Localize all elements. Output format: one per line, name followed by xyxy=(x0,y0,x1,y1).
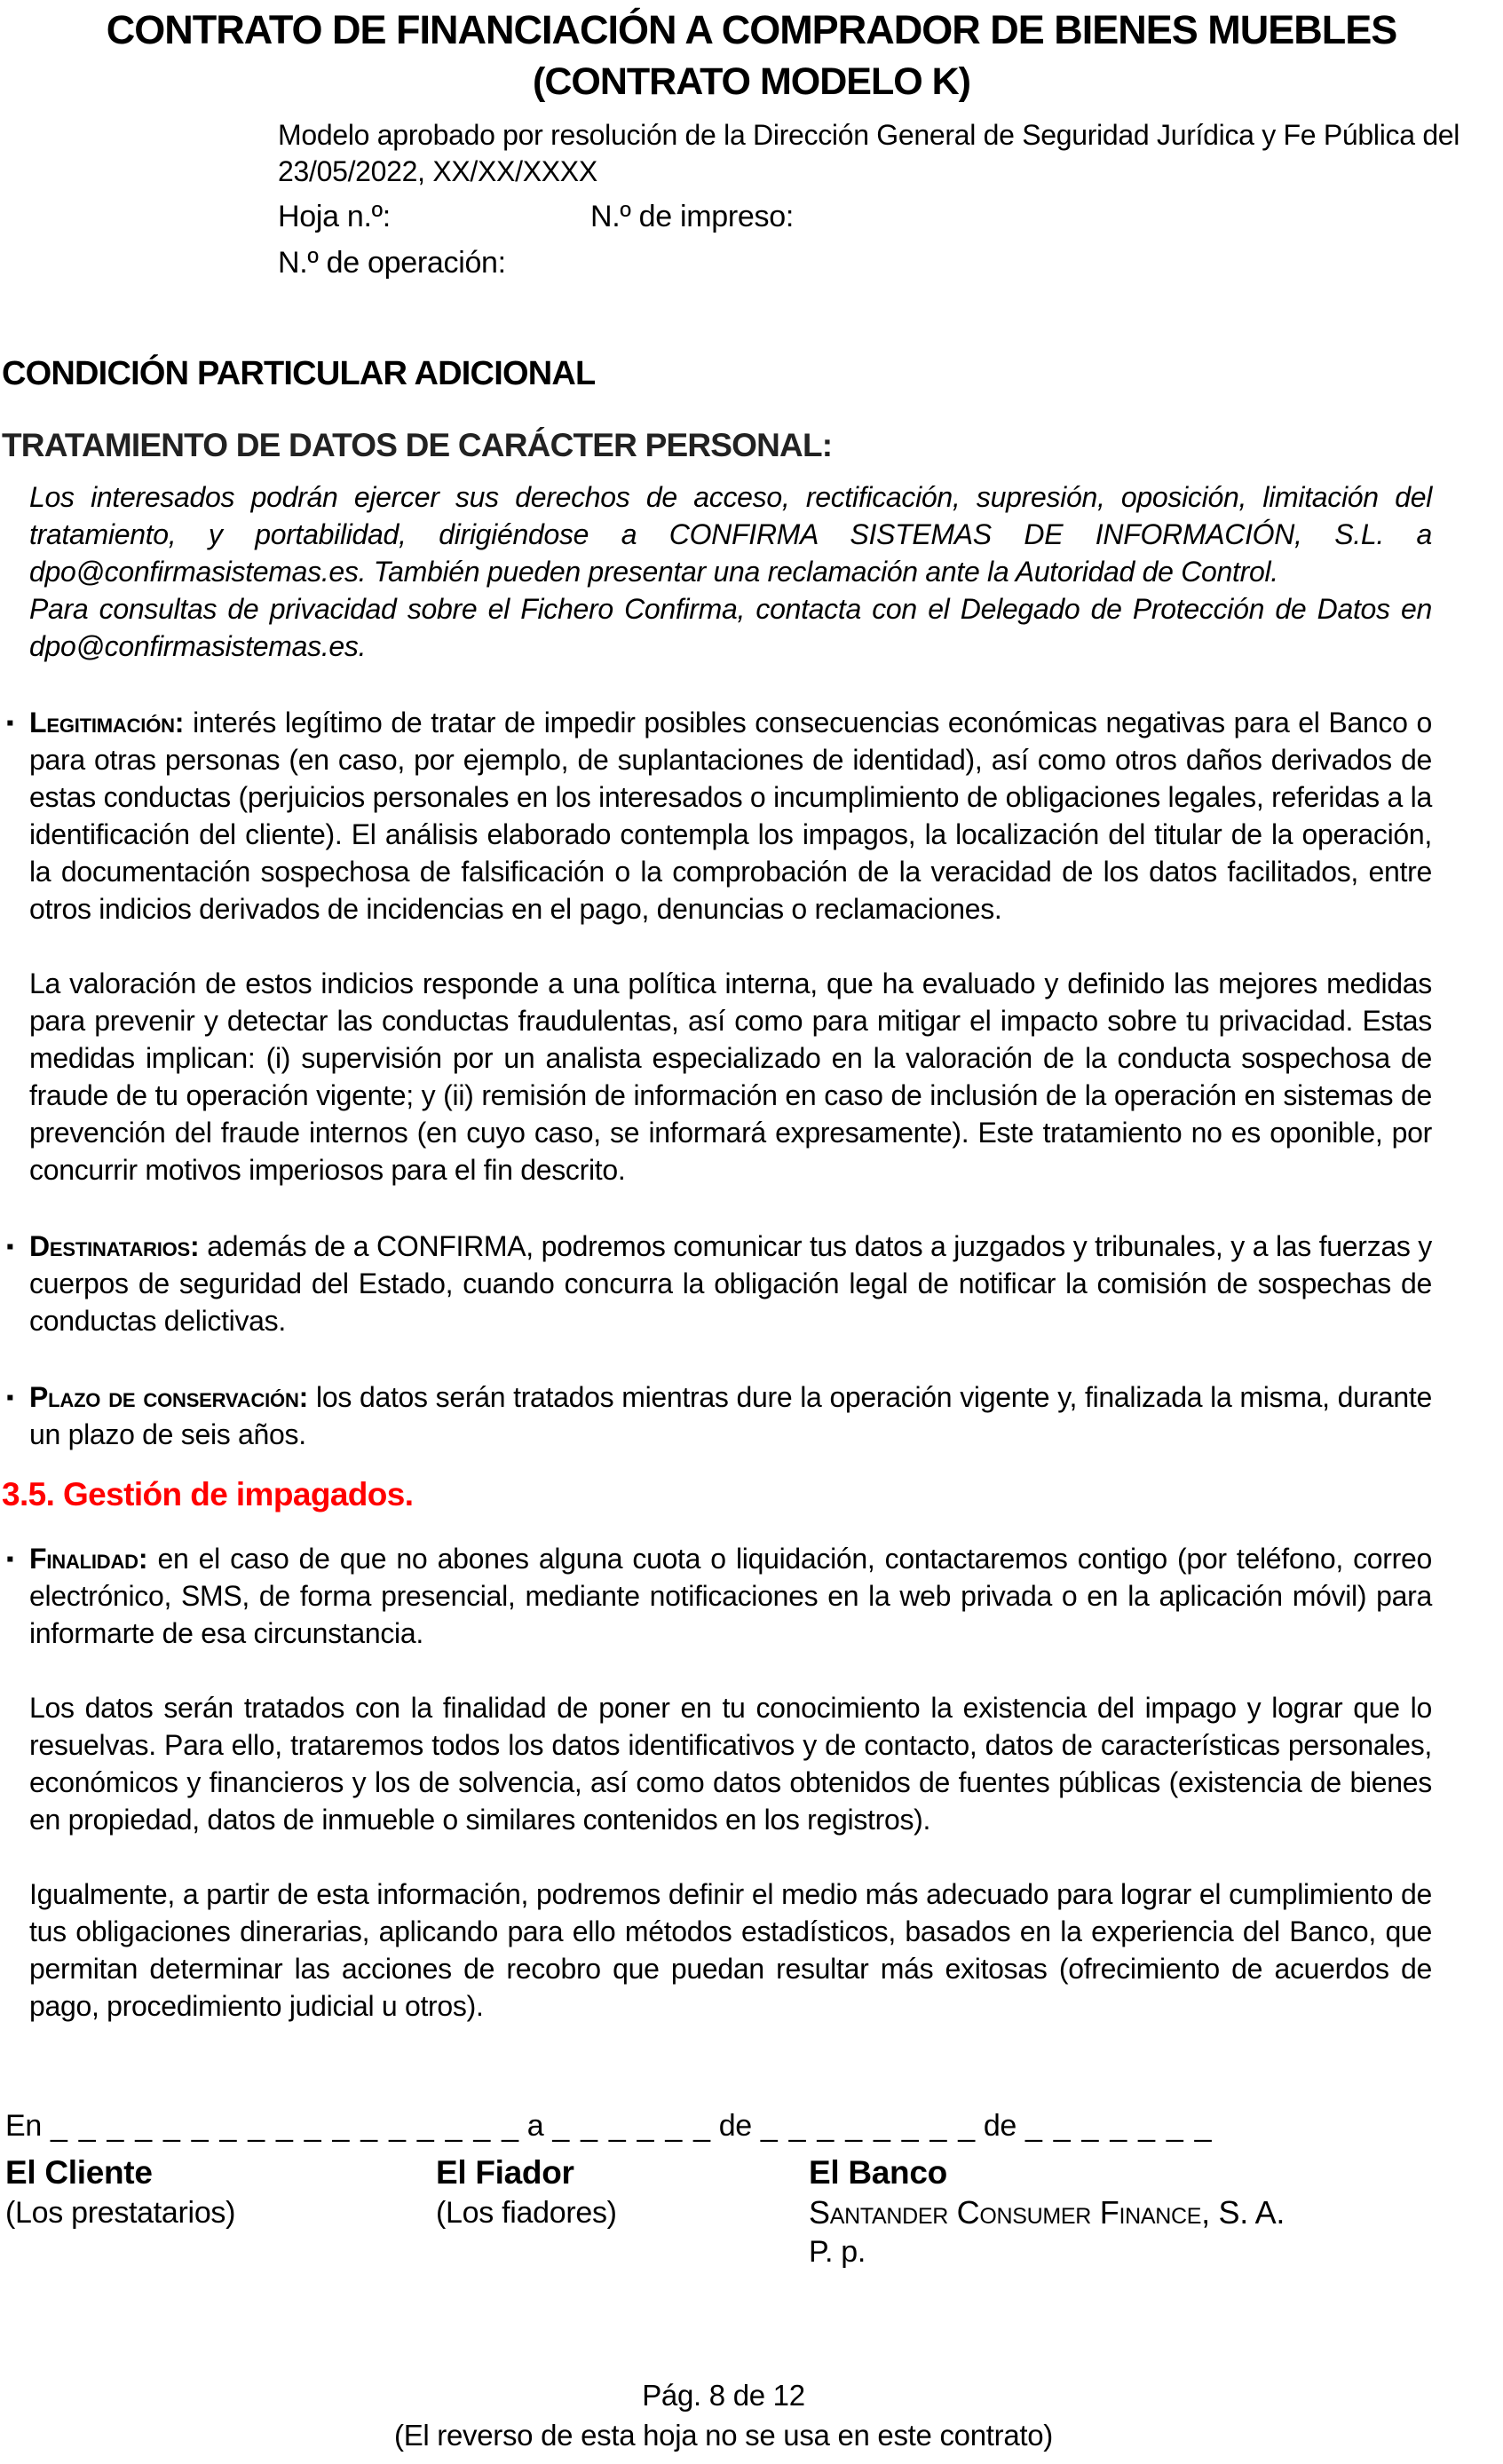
operation-row xyxy=(278,243,1503,282)
bullet-text-destinatarios: además de a CONFIRMA, podremos comunicar tus datos a juzgados y tribunales, y a las fuerzas y cuerpos de seguridad del Estado, cuando concurra la obligación legal de notificar la comisión de sospechas de conductas delictivas. xyxy=(29,1230,1433,1337)
signature-month-prefix: de xyxy=(718,2109,752,2143)
bullet-label-finalidad: Finalidad: xyxy=(29,1543,148,1575)
signature-date-line xyxy=(5,2106,1503,2145)
signature-year-prefix: de xyxy=(983,2109,1017,2143)
signature-name-fiador: El Fiador xyxy=(436,2154,574,2191)
bullet-label-destinatarios: Destinatarios: xyxy=(29,1230,200,1262)
sheet-number-label: Hoja n.º: xyxy=(278,200,391,233)
bullet-item-destinatarios xyxy=(6,1228,1433,1339)
page-title: CONTRATO DE FINANCIACIÓN A COMPRADOR DE BIENES MUEBLES xyxy=(106,7,1397,52)
signature-column-cliente xyxy=(5,2152,436,2271)
signature-day-prefix: a xyxy=(526,2109,544,2143)
data-treatment-heading: TRATAMIENTO DE DATOS DE CARÁCTER PERSONAL: xyxy=(2,427,833,463)
signature-columns xyxy=(5,2152,1503,2271)
signature-name-banco: El Banco xyxy=(809,2154,947,2191)
signature-place-label: En xyxy=(5,2109,42,2143)
signature-column-fiador xyxy=(436,2152,809,2271)
page-subtitle: (CONTRATO MODELO K) xyxy=(533,60,970,103)
bullet-text-finalidad: en el caso de que no abones alguna cuota o liquidación, contactaremos contigo (por teléfono, correo electrónico, SMS, de forma presencial, mediante notificaciones en la web privada o en la aplicación móvil) para informarte de esa circunstancia. xyxy=(29,1543,1432,1649)
paragraph-finalidad-extra-2: Igualmente, a partir de esta información, podremos definir el medio más adecuado para lograr el cumplimiento de tus obligaciones dinerarias, aplicando para ello métodos estadísticos, basados en la experiencia del Banco, que permitan determinar las acciones de recobro que puedan resultar más exitosas (ofrecimiento de acuerdos de pago, procedimiento judicial u otros). xyxy=(29,1878,1432,2022)
page-footer xyxy=(0,2375,1447,2455)
bullet-item-legitimacion xyxy=(6,704,1432,928)
bullet-square-icon: ▪ xyxy=(6,711,14,735)
signature-year-blank: _ _ _ _ _ _ _ xyxy=(1025,2109,1212,2143)
approval-note-line1: Modelo aprobado por resolución de la Dirección General de Seguridad Jurídica y Fe Pública del xyxy=(278,119,1460,151)
bank-pp: P. p. xyxy=(809,2235,866,2269)
bullet-square-icon: ▪ xyxy=(6,1235,14,1259)
bullet-label-plazo: Plazo de conservación: xyxy=(29,1381,309,1413)
bullet-text-plazo: los datos serán tratados mientras dure la operación vigente y, finalizada la misma, durante un plazo de seis años. xyxy=(29,1381,1433,1450)
bank-name: Santander Consumer Finance, S. A. xyxy=(809,2194,1285,2231)
section-3-5-heading: 3.5. Gestión de impagados. xyxy=(2,1476,414,1512)
paragraph-legitimacion-extra: La valoración de estos indicios responde a una política interna, que ha evaluado y definido las mejores medidas para prevenir y detectar las conductas fraudulentas, así como para mitigar el impacto sobre tu privacidad. Estas medidas implican: (i) supervisión por un analista especializado en la valoración de la conducta sospechosa de fraude de tu operación vigente; y (ii) remisión de información en caso de inclusión de la operación en sistemas de prevención del fraude internos (en cuyo caso, se informará expresamente). Este tratamiento no es oponible, por concurrir motivos imperiosos para el fin descrito. xyxy=(29,967,1432,1186)
signature-place-blank: _ _ _ _ _ _ _ _ _ _ _ _ _ _ _ _ _ xyxy=(51,2109,518,2143)
bullet-item-plazo xyxy=(6,1378,1433,1453)
signature-subtitle-fiador: (Los fiadores) xyxy=(436,2196,617,2230)
signature-name-cliente: El Cliente xyxy=(5,2154,153,2191)
signature-subtitle-cliente: (Los prestatarios) xyxy=(5,2196,236,2230)
footer-page-number: Pág. 8 de 12 xyxy=(642,2379,805,2412)
bullet-square-icon: ▪ xyxy=(6,1547,14,1571)
paragraph-finalidad-extra-1: Los datos serán tratados con la finalidad de poner en tu conocimiento la existencia del impago y lograr que lo resuelvas. Para ello, trataremos todos los datos identificativos y de contacto, datos de características personales, económicos y financieros y los de solvencia, así como datos obtenidos de fuentes públicas (existencia de bienes en propiedad, datos de inmueble o similares contenidos en los registros). xyxy=(29,1692,1432,1836)
section-heading: CONDICIÓN PARTICULAR ADICIONAL xyxy=(2,355,596,392)
sheet-print-row xyxy=(278,197,1503,236)
approval-note xyxy=(278,117,1503,190)
bullet-text-legitimacion: interés legítimo de tratar de impedir posibles consecuencias económicas negativas para el Banco o para otras personas (en caso, por ejemplo, de suplantaciones de identidad), así como otros daños derivados de estas conductas (perjuicios personales en los interesados o incumplimiento de obligaciones legales, referidas a la identificación del cliente). El análisis elaborado contempla los impagos, la localización del titular de la operación, la documentación sospechosa de falsificación o la comprobación de la veracidad de los datos facilitados, entre otros indicios derivados de incidencias en el pago, denuncias o reclamaciones. xyxy=(29,707,1432,925)
intro-paragraph-2: Para consultas de privacidad sobre el Fichero Confirma, contacta con el Delegado de Protección de Datos en dpo@confirmasistemas.es. xyxy=(29,593,1432,662)
signature-day-blank: _ _ _ _ _ _ xyxy=(552,2109,710,2143)
signature-column-banco xyxy=(809,2152,1503,2271)
footer-reverse-note: (El reverso de esta hoja no se usa en este contrato) xyxy=(394,2419,1053,2452)
intro-paragraph-1: Los interesados podrán ejercer sus derechos de acceso, rectificación, supresión, oposición, limitación del tratamiento, y portabilidad, dirigiéndose a CONFIRMA SISTEMAS DE INFORMACIÓN, S.L. a dpo@confirmasistemas.es. También pueden presentar una reclamación ante la Autoridad de Control. xyxy=(29,481,1432,588)
bullet-label-legitimacion: Legitimación: xyxy=(29,707,185,738)
operation-number-label: N.º de operación: xyxy=(278,246,506,280)
signature-month-blank: _ _ _ _ _ _ _ _ xyxy=(760,2109,975,2143)
bullet-square-icon: ▪ xyxy=(6,1386,14,1410)
bullet-item-finalidad xyxy=(6,1540,1432,1652)
print-number-label: N.º de impreso: xyxy=(590,200,795,233)
approval-note-line2: 23/05/2022, XX/XX/XXXX xyxy=(278,155,597,187)
